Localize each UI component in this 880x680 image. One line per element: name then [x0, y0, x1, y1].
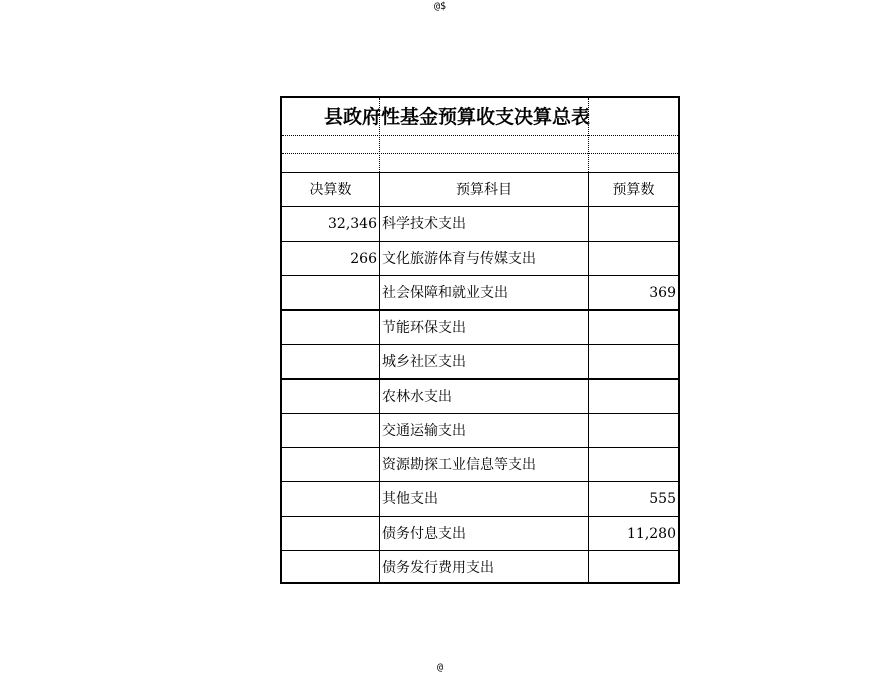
table-cell-subject: 其他支出: [382, 491, 438, 507]
table-title: 县政府性基金预算收支决算总表: [323, 106, 590, 128]
table-cell-budget: 555: [649, 491, 676, 507]
table-cell-subject: 城乡社区支出: [382, 354, 466, 370]
table-cell-budget: 369: [649, 285, 676, 301]
table-cell-subject: 资源勘探工业信息等支出: [382, 457, 536, 473]
table-cell-actual: 32,346: [328, 216, 377, 232]
table-cell-subject: 农林水支出: [382, 389, 452, 405]
table-cell-subject: 科学技术支出: [382, 216, 466, 232]
grid-line: [282, 153, 678, 154]
table-cell-subject: 债务付息支出: [382, 526, 466, 542]
table-cell-subject: 债务发行费用支出: [382, 560, 494, 576]
budget-summary-table: [280, 96, 680, 584]
table-cell-actual: 266: [350, 251, 377, 267]
column-header-budget: 预算数: [612, 182, 655, 198]
page-footer-mark: @: [436, 662, 444, 673]
table-cell-budget: 11,280: [627, 526, 676, 542]
column-header-subject: 预算科目: [456, 182, 512, 198]
page-header-mark: @$: [433, 1, 447, 12]
table-cell-subject: 交通运输支出: [382, 423, 466, 439]
table-cell-subject: 节能环保支出: [382, 320, 466, 336]
grid-line: [282, 135, 678, 136]
table-cell-subject: 社会保障和就业支出: [382, 285, 508, 301]
table-cell-subject: 文化旅游体育与传媒支出: [382, 251, 536, 267]
column-header-actual: 决算数: [309, 182, 352, 198]
